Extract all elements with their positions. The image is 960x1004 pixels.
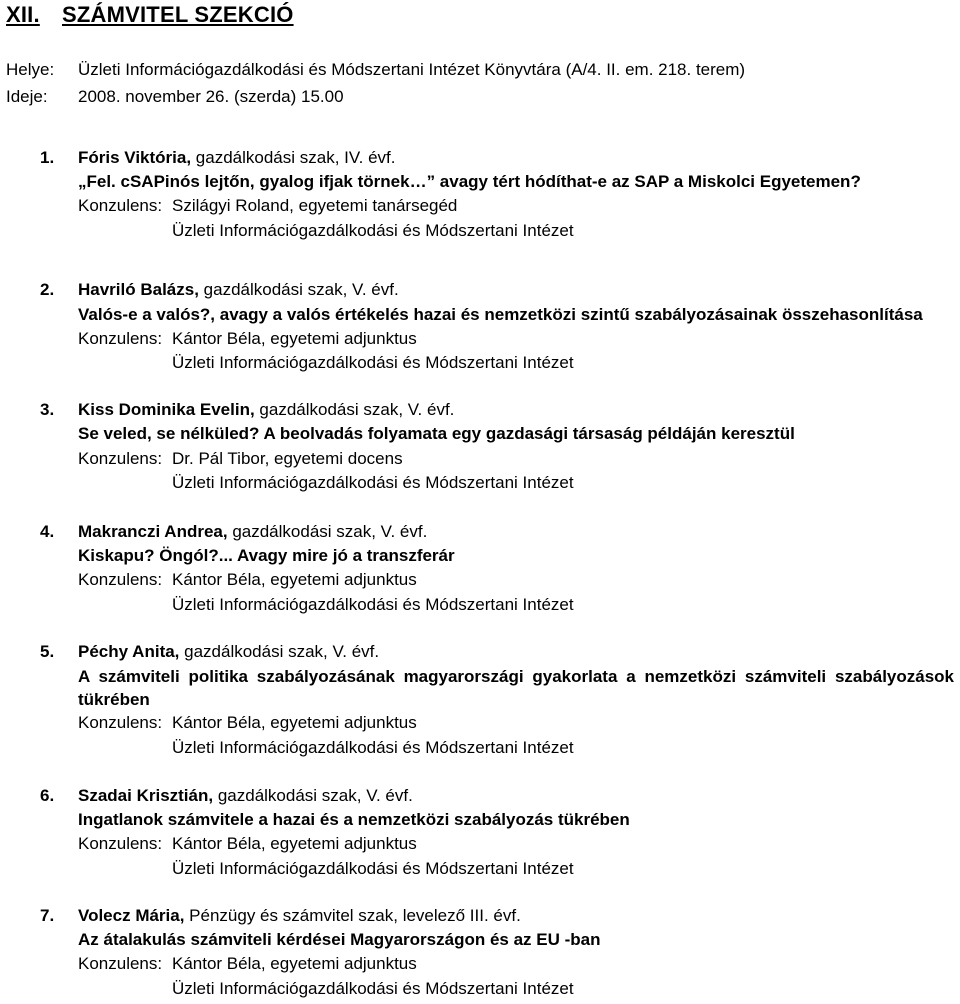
- consultant-name: Dr. Pál Tibor, egyetemi docens: [172, 449, 403, 468]
- entry-number: 3.: [40, 400, 55, 419]
- entry-title: Kiskapu? Öngól?... Avagy mire jó a transzferár: [78, 546, 455, 565]
- consultant-institute: Üzleti Információgazdálkodási és Módszertani Intézet: [172, 979, 574, 998]
- entry-author: [78, 906, 521, 926]
- entry-number: 5.: [40, 642, 55, 661]
- section-number: XII.: [6, 2, 40, 27]
- meta-time: [6, 87, 344, 107]
- entry-author: [78, 148, 396, 168]
- consultant-name: Kántor Béla, egyetemi adjunktus: [172, 329, 417, 348]
- author-program: gazdálkodási szak, V. évf.: [227, 522, 428, 541]
- consultant-institute: Üzleti Információgazdálkodási és Módszertani Intézet: [172, 353, 574, 372]
- consultant-label: Konzulens:: [78, 954, 163, 973]
- consultant-institute: Üzleti Információgazdálkodási és Módszertani Intézet: [172, 859, 574, 878]
- entry-title: Se veled, se nélküled? A beolvadás folyamata egy gazdasági társaság példáján keresztül: [78, 424, 795, 443]
- consultant-name: Kántor Béla, egyetemi adjunktus: [172, 834, 417, 853]
- entry-number: 7.: [40, 906, 55, 925]
- consultant-label: Konzulens:: [78, 196, 163, 215]
- consultant-label: Konzulens:: [78, 329, 163, 348]
- entry-number: 1.: [40, 148, 55, 167]
- author-name: Kiss Dominika Evelin,: [78, 400, 255, 419]
- place-label: Helye:: [6, 60, 55, 79]
- consultant-institute: Üzleti Információgazdálkodási és Módszertani Intézet: [172, 595, 574, 614]
- entry-number: 2.: [40, 280, 55, 299]
- author-name: Havriló Balázs,: [78, 280, 199, 299]
- consultant-name: Szilágyi Roland, egyetemi tanársegéd: [172, 196, 458, 215]
- author-name: Makranczi Andrea,: [78, 522, 228, 541]
- entry-author: [78, 642, 379, 662]
- consultant-name: Kántor Béla, egyetemi adjunktus: [172, 954, 417, 973]
- author-name: Volecz Mária,: [78, 906, 185, 925]
- meta-place: [6, 60, 745, 80]
- consultant-institute: Üzleti Információgazdálkodási és Módszertani Intézet: [172, 473, 574, 492]
- consultant-name: Kántor Béla, egyetemi adjunktus: [172, 570, 417, 589]
- consultant-name: Kántor Béla, egyetemi adjunktus: [172, 713, 417, 732]
- entry-author: [78, 280, 399, 300]
- consultant-institute: Üzleti Információgazdálkodási és Módszertani Intézet: [172, 221, 574, 240]
- entry-number: 4.: [40, 522, 55, 541]
- section-heading: [6, 2, 294, 28]
- consultant-label: Konzulens:: [78, 834, 163, 853]
- time-label: Ideje:: [6, 87, 48, 106]
- author-program: gazdálkodási szak, IV. évf.: [191, 148, 396, 167]
- author-program: gazdálkodási szak, V. évf.: [179, 642, 380, 661]
- place-value: Üzleti Információgazdálkodási és Módszertani Intézet Könyvtára (A/4. II. em. 218. terem): [78, 60, 746, 79]
- entry-number: 6.: [40, 786, 55, 805]
- consultant-institute: Üzleti Információgazdálkodási és Módszertani Intézet: [172, 738, 574, 757]
- author-name: Fóris Viktória,: [78, 148, 192, 167]
- entry-author: [78, 522, 427, 542]
- entry-title: Valós-e a valós?, avagy a valós értékelés hazai és nemzetközi szintű szabályozásainak összehasonlítása: [78, 305, 923, 324]
- entry-title: Az átalakulás számviteli kérdései Magyarországon és az EU -ban: [78, 930, 601, 949]
- entry-title: A számviteli politika szabályozásának magyarországi gyakorlata a nemzetközi számviteli szabályozások tükrében: [78, 667, 954, 709]
- consultant-label: Konzulens:: [78, 449, 163, 468]
- author-program: gazdálkodási szak, V. évf.: [213, 786, 413, 805]
- author-program: gazdálkodási szak, V. évf.: [198, 280, 399, 299]
- time-value: 2008. november 26. (szerda) 15.00: [78, 87, 344, 106]
- consultant-label: Konzulens:: [78, 713, 163, 732]
- entry-title: Ingatlanok számvitele a hazai és a nemzetközi szabályozás tükrében: [78, 810, 630, 829]
- author-name: Szadai Krisztián,: [78, 786, 214, 805]
- section-title: SZÁMVITEL SZEKCIÓ: [62, 2, 294, 27]
- author-program: Pénzügy és számvitel szak, levelező III. évf.: [184, 906, 521, 925]
- entry-title: „Fel. cSAPinós lejtőn, gyalog ifjak törnek…” avagy tért hódíthat-e az SAP a Miskolci Egyetemen?: [78, 172, 861, 191]
- entry-author: [78, 786, 413, 806]
- entry-author: [78, 400, 454, 420]
- author-program: gazdálkodási szak, V. évf.: [254, 400, 455, 419]
- consultant-label: Konzulens:: [78, 570, 163, 589]
- author-name: Péchy Anita,: [78, 642, 180, 661]
